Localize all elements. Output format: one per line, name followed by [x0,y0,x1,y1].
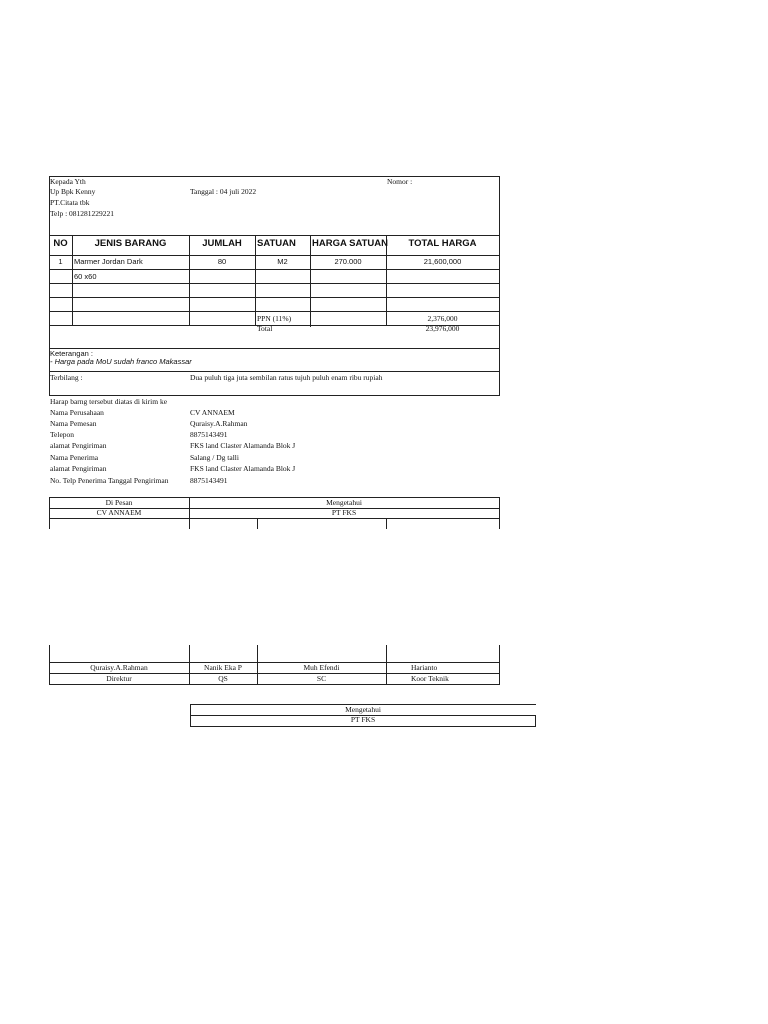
delivery-value: Salang / Dg talli [190,453,239,462]
delivery-value: 8875143491 [190,430,228,439]
delivery-label: No. Telp Penerima Tanggal Pengiriman [50,476,169,485]
ppn-value: 2,376,000 [427,314,458,323]
column-header-unit: SATUAN [257,238,296,249]
recipient-company: PT.Citata tbk [50,198,90,207]
amount-in-words: Dua puluh tiga juta sembilan ratus tujuh puluh enam ribu rupiah [190,373,383,382]
delivery-label: alamat Pengiriman [50,441,107,450]
delivery-value: CV ANNAEM [190,408,235,417]
ordered-by-label: Di Pesan [105,498,133,507]
delivery-label: Nama Penerima [50,453,99,462]
recipient-salutation: Kepada Yth [50,177,86,186]
recipient-phone: Telp : 081281229221 [50,209,115,218]
total-label: Total [257,324,273,333]
signatory-name: Harianto [411,663,438,672]
delivery-label: Telepon [50,430,75,439]
signatory-role: SC [316,674,327,683]
row-number: 1 [58,257,63,266]
row-quantity: 80 [217,257,227,266]
footer-acknowledged-label: Mengetahui [345,705,381,714]
signatory-name: Quraisy.A.Rahman [90,663,148,672]
row-item-detail: 60 x60 [74,272,97,281]
acknowledged-label: Mengetahui [326,498,362,507]
notes-text: - Harga pada MoU sudah franco Makassar [50,357,192,366]
column-header-item: JENIS BARANG [94,238,167,249]
ordering-company: CV ANNAEM [96,508,142,517]
document-number-label: Nomor : [387,177,413,186]
row-unit-price: 270.000 [334,257,362,266]
signatory-role: QS [218,674,228,683]
row-item-name: Marmer Jordan Dark [74,257,143,266]
delivery-label: Nama Perusahaan [50,408,104,417]
signatory-role: Direktur [106,674,132,683]
row-unit: M2 [277,257,288,266]
notes-label: Keterangan : [50,349,93,358]
recipient-contact: Up Bpk Kenny [50,187,96,196]
delivery-intro: Harap barng tersebut diatas di kirim ke [50,397,168,406]
column-header-unit-price: HARGA SATUAN [312,238,388,249]
delivery-label: alamat Pengiriman [50,464,107,473]
row-total: 21,600,000 [423,257,462,266]
total-value: 23,976,000 [425,324,460,333]
signatory-name: Nanik Eka P [204,663,242,672]
delivery-label: Nama Pemesan [50,419,97,428]
delivery-value: 8875143491 [190,476,228,485]
column-header-quantity: JUMLAH [202,238,242,249]
document-date: Tanggal : 04 juli 2022 [190,187,257,196]
delivery-value: FKS land Claster Alamanda Blok J [190,441,296,450]
ppn-label: PPN (11%) [257,314,292,323]
column-header-total: TOTAL HARGA [408,238,477,249]
acknowledging-company: PT FKS [331,508,357,517]
delivery-value: FKS land Claster Alamanda Blok J [190,464,296,473]
delivery-value: Quraisy.A.Rahman [190,419,248,428]
column-header-no: NO [53,238,68,249]
amount-in-words-label: Terbilang : [50,373,83,382]
signatory-name: Muh Efendi [303,663,340,672]
footer-company: PT FKS [350,715,376,724]
signatory-role: Koor Teknik [411,674,449,683]
